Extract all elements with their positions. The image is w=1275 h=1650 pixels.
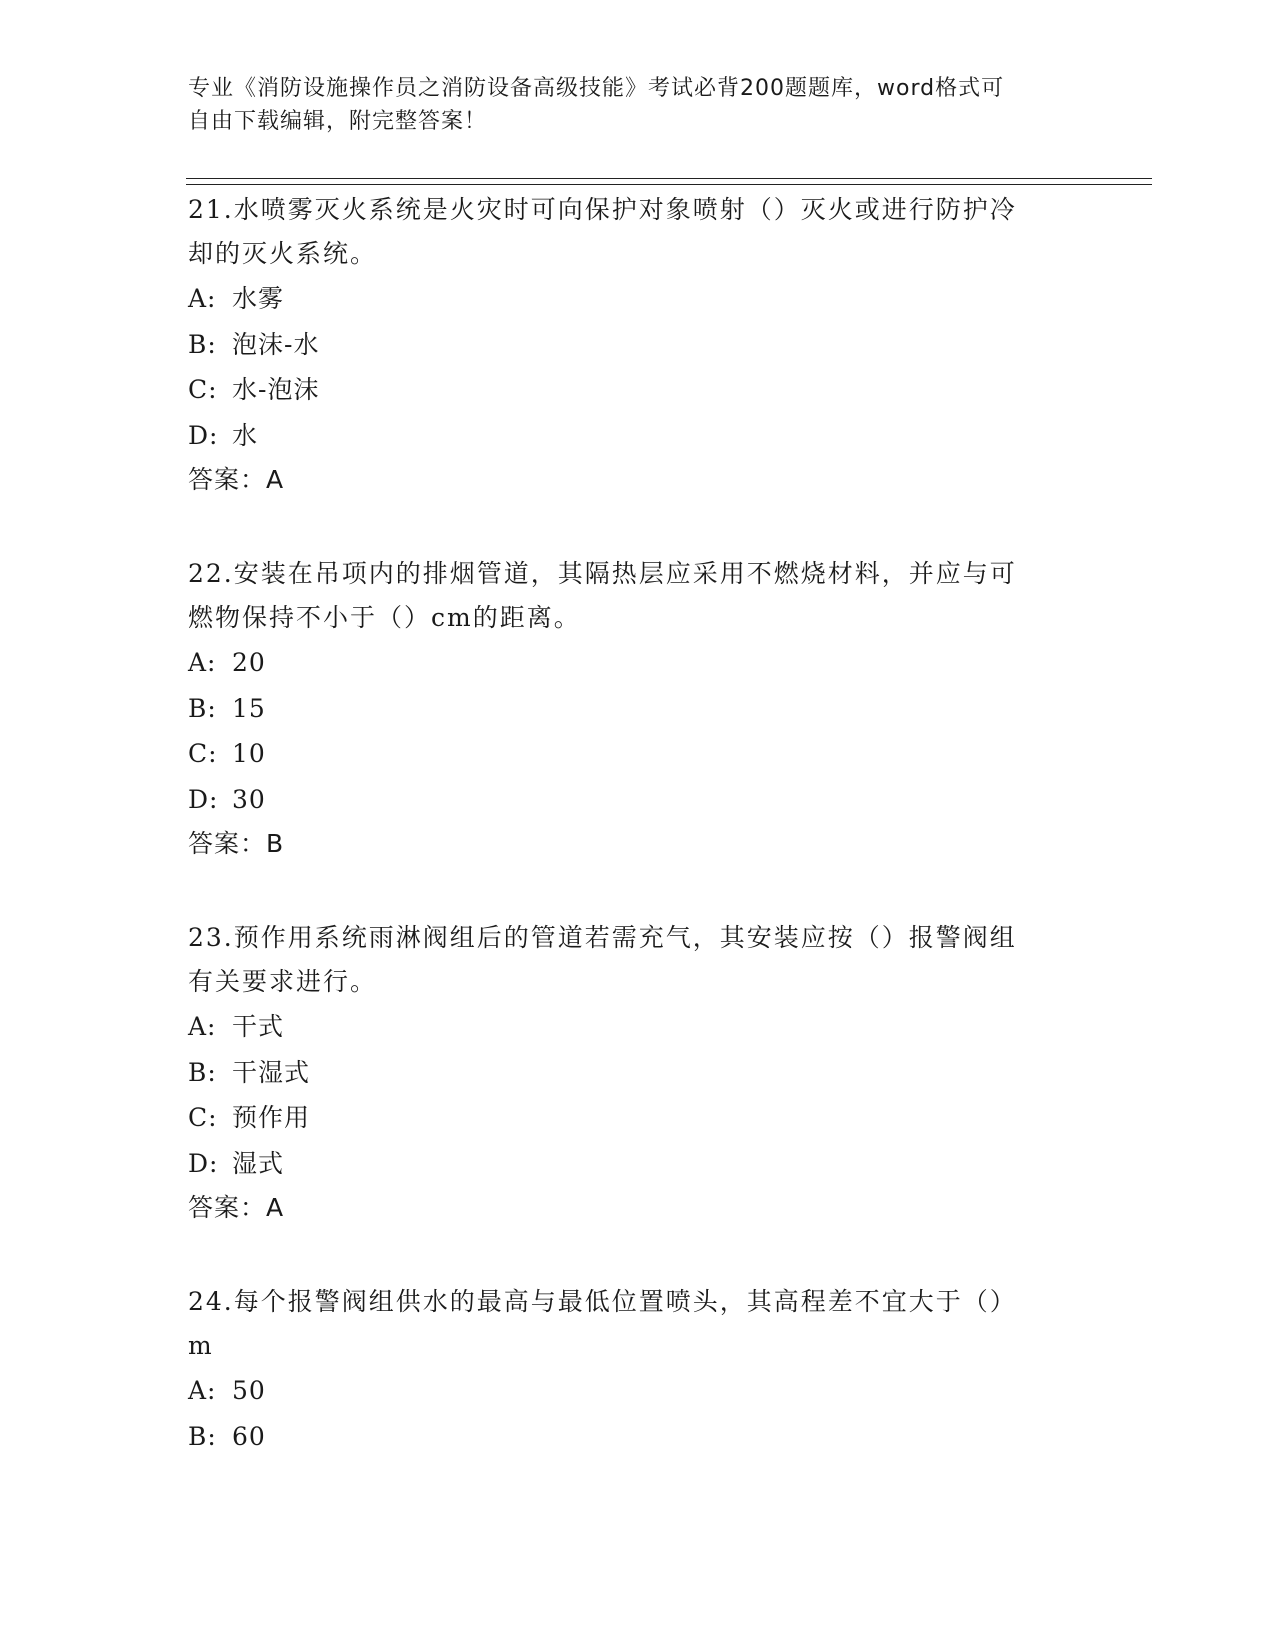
question-text-line-2: m xyxy=(188,1331,214,1360)
option-c: C: 10 xyxy=(188,739,266,768)
option-c: C: 预作用 xyxy=(188,1103,311,1132)
question-text-line-1: 22.安装在吊项内的排烟管道，其隔热层应采用不燃烧材料，并应与可 xyxy=(188,559,1017,588)
answer-label: 答案：A xyxy=(188,465,285,494)
document-header xyxy=(188,72,1068,138)
question-text-line-1: 23.预作用系统雨淋阀组后的管道若需充气，其安装应按（）报警阀组 xyxy=(188,923,1017,952)
option-a: A: 水雾 xyxy=(188,284,285,313)
option-b: B: 干湿式 xyxy=(188,1057,311,1087)
question-text xyxy=(188,552,1068,640)
option-a: A: 干式 xyxy=(188,1012,285,1041)
question-text-line-1: 24.每个报警阀组供水的最高与最低位置喷头，其高程差不宜大于（） xyxy=(188,1287,1017,1316)
option-a: A: 20 xyxy=(188,648,266,677)
question-text-line-1: 21.水喷雾灭火系统是火灾时可向保护对象喷射（）灭火或进行防护冷 xyxy=(188,195,1017,224)
option-c: C: 水-泡沫 xyxy=(188,375,320,404)
answer-label: 答案：B xyxy=(188,829,285,858)
question-22 xyxy=(188,552,1068,866)
question-text-line-2: 燃物保持不小于（）cm的距离。 xyxy=(188,603,581,632)
header-line-1: 专业《消防设施操作员之消防设备高级技能》考试必背200题题库，word格式可 xyxy=(188,76,1005,101)
option-a: A: 50 xyxy=(188,1376,266,1405)
option-d: D: 30 xyxy=(188,784,266,814)
option-b: B: 60 xyxy=(188,1421,266,1451)
option-d: D: 水 xyxy=(188,420,259,450)
header-line-2: 自由下载编辑，附完整答案！ xyxy=(188,109,488,134)
header-divider-bottom xyxy=(186,184,1152,185)
option-b: B: 泡沫-水 xyxy=(188,329,320,359)
question-text-line-2: 有关要求进行。 xyxy=(188,967,378,996)
question-text xyxy=(188,188,1068,276)
header-divider-top xyxy=(186,178,1152,179)
answer-label: 答案：A xyxy=(188,1193,285,1222)
option-b: B: 15 xyxy=(188,693,266,723)
question-text xyxy=(188,916,1068,1004)
question-24 xyxy=(188,1280,1068,1459)
option-d: D: 湿式 xyxy=(188,1148,285,1178)
question-text xyxy=(188,1280,1068,1368)
question-text-line-2: 却的灭火系统。 xyxy=(188,239,378,268)
question-23 xyxy=(188,916,1068,1230)
question-21 xyxy=(188,188,1068,502)
